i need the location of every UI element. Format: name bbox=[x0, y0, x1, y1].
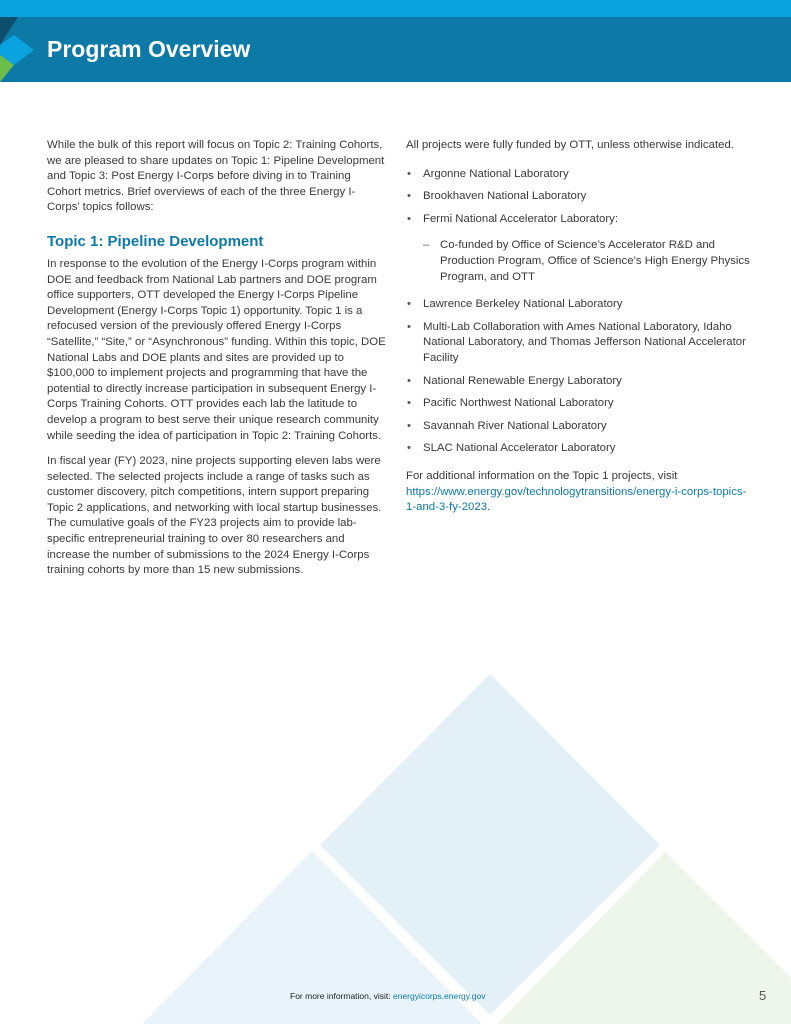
top-accent-bar bbox=[0, 0, 791, 17]
left-column bbox=[47, 138, 387, 589]
list-item: • Pacific Northwest National Laboratory bbox=[406, 396, 751, 412]
funding-note: All projects were fully funded by OTT, unless otherwise indicated. bbox=[406, 139, 734, 151]
list-item-label: Fermi National Accelerator Laboratory: bbox=[423, 212, 618, 225]
page-title: Program Overview bbox=[47, 36, 251, 62]
more-info-period: . bbox=[487, 501, 491, 514]
right-column bbox=[406, 138, 751, 526]
footer-link[interactable]: energyicorps.energy.gov bbox=[393, 991, 486, 1001]
footer bbox=[290, 991, 485, 1001]
footer-text: For more information, visit: bbox=[290, 991, 391, 1001]
more-info-text: For additional information on the Topic 1 projects, visit bbox=[406, 469, 678, 482]
list-item: • Savannah River National Laboratory bbox=[406, 419, 751, 435]
header-chevron-graphic bbox=[0, 17, 40, 82]
list-item: • Multi-Lab Collaboration with Ames National Laboratory, Idaho National Laboratory, and Thomas Jefferson National Accelerator Facility bbox=[406, 320, 751, 367]
topic1-heading: Topic 1: Pipeline Development bbox=[47, 232, 264, 250]
list-item: • SLAC National Accelerator Laboratory bbox=[406, 441, 751, 457]
more-info-paragraph bbox=[406, 469, 751, 516]
list-item-fermi bbox=[406, 212, 751, 285]
list-item: • Argonne National Laboratory bbox=[406, 167, 751, 183]
lab-list bbox=[406, 167, 751, 457]
sub-list-item: – Co-funded by Office of Science’s Accelerator R&D and Production Program, Office of Science’s High Energy Physics Program, and OTT bbox=[423, 238, 751, 285]
list-item: • Lawrence Berkeley National Laboratory bbox=[406, 297, 751, 313]
intro-paragraph: While the bulk of this report will focus on Topic 2: Training Cohorts, we are pleased to share updates on Topic 1: Pipeline Development and Topic 3: Post Energy I-Corps before diving in to Training Cohort metrics. Brief overviews of each of the three Energy I-Corps’ topics follows: bbox=[47, 139, 385, 214]
page-number: 5 bbox=[759, 988, 767, 1003]
list-item: • National Renewable Energy Laboratory bbox=[406, 374, 751, 390]
list-item: • Brookhaven National Laboratory bbox=[406, 189, 751, 205]
topic1-paragraph-1: In response to the evolution of the Energy I-Corps program within DOE and feedback from National Lab partners and DOE program office supporters, OTT developed the Energy I-Corps Pipeline Development (Energy I-Corps Topic 1) opportunity. Topic 1 is a refocused version of the previously offered Energy I-Corps “Satellite,” “Site,” or “Asynchronous” funding. Within this topic, DOE National Labs and DOE plants and sites are provided up to $100,000 to implement projects and programming that have the potential to directly increase participation in subsequent Energy I-Corps Training Cohorts. OTT provides each lab the latitude to develop a program to best serve their unique research community while seeding the idea of participation in Topic 2: Training Cohorts. bbox=[47, 257, 386, 442]
topic1-paragraph-2: In fiscal year (FY) 2023, nine projects supporting eleven labs were selected. The selected projects include a range of tasks such as customer discovery, pitch competitions, intern support preparing Topic 2 applications, and networking with local startup businesses. The cumulative goals of the FY23 projects aim to provide lab-specific entrepreneurial training to over 80 researchers and increase the number of submissions to the 2024 Energy I-Corps training cohorts by more than 15 new submissions. bbox=[47, 455, 382, 577]
fermi-sublist bbox=[423, 238, 751, 285]
topic1-projects-link[interactable]: https://www.energy.gov/technologytransitions/energy-i-corps-topics-1-and-3-fy-2023 bbox=[406, 485, 747, 514]
